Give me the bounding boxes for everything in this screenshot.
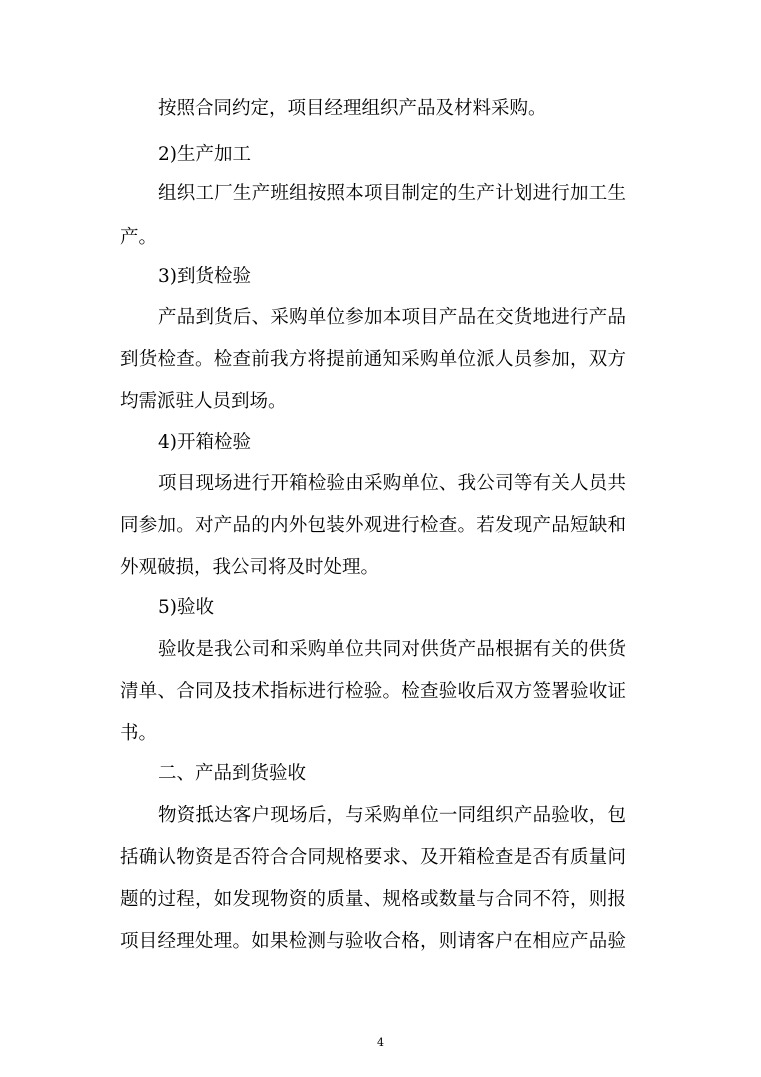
subheading: 3)到货检验	[158, 266, 251, 287]
paragraph-line: 物资抵达客户现场后，与采购单位一同组织产品验收，包	[158, 805, 626, 826]
subheading: 2)生产加工	[158, 144, 251, 165]
paragraph-line: 均需派驻人员到场。	[120, 391, 287, 412]
paragraph-line: 外观破损，我公司将及时处理。	[120, 557, 380, 578]
paragraph-line: 产。	[120, 227, 158, 248]
paragraph-line: 括确认物资是否符合合同规格要求、及开箱检查是否有质量问	[120, 847, 626, 868]
paragraph-line: 书。	[120, 723, 158, 744]
paragraph-line: 组织工厂生产班组按照本项目制定的生产计划进行加工生	[158, 183, 626, 204]
section-heading: 二、产品到货验收	[158, 763, 307, 784]
paragraph-line: 题的过程，如发现物资的质量、规格或数量与合同不符，则报	[120, 889, 626, 910]
paragraph-line: 按照合同约定，项目经理组织产品及材料采购。	[158, 98, 547, 119]
paragraph-line: 同参加。对产品的内外包装外观进行检查。若发现产品短缺和	[120, 515, 626, 536]
paragraph-line: 项目经理处理。如果检测与验收合格，则请客户在相应产品验	[120, 931, 626, 952]
paragraph-line: 清单、合同及技术指标进行检验。检查验收后双方签署验收证	[120, 681, 626, 702]
paragraph-line: 项目现场进行开箱检验由采购单位、我公司等有关人员共	[158, 473, 626, 494]
subheading: 4)开箱检验	[158, 432, 251, 453]
paragraph-line: 产品到货后、采购单位参加本项目产品在交货地进行产品	[158, 307, 626, 328]
page-number: 4	[377, 1036, 384, 1049]
paragraph-line: 验收是我公司和采购单位共同对供货产品根据有关的供货	[158, 639, 626, 660]
subheading: 5)验收	[158, 597, 214, 618]
paragraph-line: 到货检查。检查前我方将提前通知采购单位派人员参加，双方	[120, 349, 626, 370]
